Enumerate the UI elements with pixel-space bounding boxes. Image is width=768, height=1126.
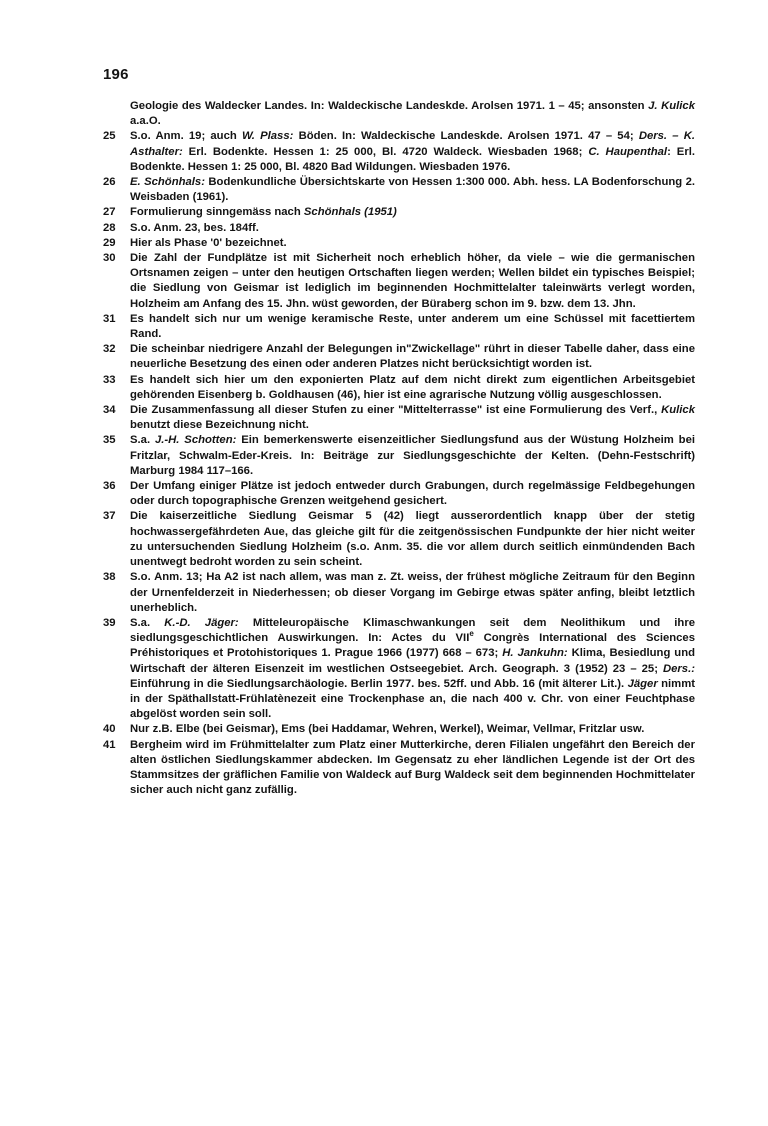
- footnote-text: S.a. K.-D. Jäger: Mitteleuropäische Klimaschwankungen seit dem Neolithikum und ihre siedlungsgeschichtlichen Auswirkungen. In: Actes du VIIe Congrès International des Sciences Préhistoriques et Protohistoriques 1. Prague 1966 (1977) 668 – 673; H. Jankuhn: Klima, Besiedlung und Wirtschaft der älteren Eisenzeit im westlichen Ostseegebiet. Arch. Geograph. 3 (1952) 23 – 25; Ders.: Einführung in die Siedlungsarchäologie. Berlin 1977. bes. 52ff. und Abb. 16 (mit älterer Lit.). Jäger nimmt in der Späthallstatt-Frühlatènezeit eine Trockenphase an, die nach 400 v. Chr. von einer Feuchtphase abgelöst worden sein soll.: [130, 616, 696, 721]
- footnote-number: 40: [103, 723, 116, 736]
- footnote-number: 30: [103, 252, 116, 265]
- footnote-text: Der Umfang einiger Plätze ist jedoch entweder durch Grabungen, durch regelmässige Feldbegehungen oder durch topographische Grenzen weitgehend gesichert.: [130, 480, 695, 508]
- footnote-text: Hier als Phase '0' bezeichnet.: [130, 236, 287, 249]
- footnote-number: 25: [103, 130, 116, 143]
- footnote-32: [103, 342, 695, 372]
- footnote-number: 38: [103, 571, 116, 584]
- footnote-text: Die kaiserzeitliche Siedlung Geismar 5 (42) liegt ausserordentlich knapp über der stetig hochwassergefährdeten Aue, das gleiche gilt für die zeitgenössischen Fundpunkte der hier nicht weiter zu untersuchenden Siedlung Holzheim (s.o. Anm. 35. die vor allem durch seitlich einmündenden Bach unentwegt bedroht worden zu sein scheint.: [130, 510, 695, 569]
- footnote-text: Nur z.B. Elbe (bei Geismar), Ems (bei Haddamar, Wehren, Werkel), Weimar, Vellmar, Fritzlar usw.: [130, 723, 645, 736]
- footnote-number: 29: [103, 236, 116, 249]
- footnote-number: 41: [103, 738, 116, 751]
- footnote-text: S.o. Anm. 13; Ha A2 ist nach allem, was man z. Zt. weiss, der frühest mögliche Zeitraum für den Beginn der Urnenfelderzeit in Niederhessen; ob dieser Vorgang im Gebirge etwas später anfing, bleibt letztlich unerheblich.: [130, 571, 695, 614]
- footnote-number: 37: [103, 510, 116, 523]
- footnote-number: 32: [103, 343, 116, 356]
- footnote-text: S.o. Anm. 19; auch W. Plass: Böden. In: Waldeckische Landeskde. Arolsen 1971. 47 – 54; Ders. – K. Asthalter: Erl. Bodenkte. Hessen 1: 25 000, Bl. 4720 Waldeck. Wiesbaden 1968; C. Haupenthal: Erl. Bodenkte. Hessen 1: 25 000, Bl. 4820 Bad Wildungen. Wiesbaden 1976.: [130, 130, 696, 173]
- footnote-text: Geologie des Waldecker Landes. In: Waldeckische Landeskde. Arolsen 1971. 1 – 45; ansonsten J. Kulick a.a.O.: [130, 100, 695, 128]
- footnote-35: [103, 433, 695, 479]
- footnote-text: Die Zahl der Fundplätze ist mit Sicherheit noch erheblich höher, da viele – wie die germanischen Ortsnamen zeigen – unter den heutigen Ortschaften liegen werden; Wellen bildet ein typisches Beispiel; die Siedlung von Geismar ist lediglich im beginnenden Hochmittelalter taleinwärts verlegt worden, Holzheim am Anfang des 15. Jhn. wüst geworden, der Büraberg schon im 9. bzw. dem 13. Jhn.: [130, 252, 695, 310]
- footnote-number: 39: [103, 616, 116, 629]
- footnote-text: Die scheinbar niedrigere Anzahl der Belegungen in"Zwickellage" rührt in dieser Tabelle daher, dass eine neuerliche Besetzung des einen oder anderen Platzes nicht berücksichtigt worden ist.: [130, 343, 695, 371]
- footnote-text: Bergheim wird im Frühmittelalter zum Platz einer Mutterkirche, deren Filialen ungefährt den Bereich der alten östlichen Siedlungskammer abdecken. Im Gegensatz zu eher ländlichen Legende ist der Ort des Stammsitzes der gräflichen Familie von Waldeck auf Burg Waldeck seit dem beginnenden Hochmittelater sicher auch nicht ganz zufällig.: [130, 738, 695, 797]
- footnote-text: S.o. Anm. 23, bes. 184ff.: [130, 221, 259, 234]
- footnote-28: [103, 221, 695, 236]
- footnote-text: Die Zusammenfassung all dieser Stufen zu einer "Mittelterrasse" ist eine Formulierung des Verf., Kulick benutzt diese Bezeichnung nicht.: [130, 404, 695, 432]
- footnote-number: 36: [103, 480, 116, 493]
- footnote-38: [103, 570, 695, 616]
- footnote-text: Formulierung sinngemäss nach Schönhals (1951): [130, 206, 397, 219]
- page-number: 196: [103, 66, 129, 83]
- footnote-text: Es handelt sich hier um den exponierten Platz auf dem nicht direkt zum eigentlichen Arbeitsgebiet gehörenden Eisenberg b. Goldhausen (46), hier ist eine agrarische Nutzung völlig ausgeschlossen.: [130, 373, 695, 401]
- footnote-37: [103, 509, 695, 570]
- footnote-text: S.a. J.-H. Schotten: Ein bemerkenswerte eisenzeitlicher Siedlungsfund aus der Wüstung Holzheim bei Fritzlar, Schwalm-Eder-Kreis. In: Beiträge zur Siedlungsgeschichte der Kelten. (Dehn-Festschrift) Marburg 1984 117–166.: [130, 434, 695, 477]
- footnote-34: [103, 403, 695, 433]
- footnote-number: 27: [103, 206, 116, 219]
- footnote-number: 33: [103, 373, 116, 386]
- footnote-27: [103, 205, 695, 220]
- footnote-40: [103, 722, 695, 737]
- footnote-number: 34: [103, 404, 116, 417]
- footnote-continuation: [103, 99, 695, 129]
- footnote-number: 28: [103, 221, 116, 234]
- footnote-number: [103, 99, 130, 129]
- footnote-33: [103, 373, 695, 403]
- footnote-number: 26: [103, 176, 116, 189]
- footnote-30: [103, 251, 695, 312]
- footnote-29: [103, 236, 695, 251]
- footnote-25: [103, 129, 695, 175]
- footnote-number: 35: [103, 434, 116, 447]
- footnotes-list: [103, 99, 695, 798]
- footnote-text: E. Schönhals: Bodenkundliche Übersichtskarte von Hessen 1:300 000. Abh. hess. LA Bodenforschung 2. Weisbaden (1961).: [130, 176, 695, 204]
- footnote-41: [103, 738, 695, 799]
- footnote-31: [103, 312, 695, 342]
- footnote-36: [103, 479, 695, 509]
- footnote-number: 31: [103, 312, 116, 325]
- footnote-text: Es handelt sich nur um wenige keramische Reste, unter anderem um eine Schüssel mit facettiertem Rand.: [130, 312, 695, 341]
- footnote-39: [103, 616, 695, 722]
- footnote-26: [103, 175, 695, 205]
